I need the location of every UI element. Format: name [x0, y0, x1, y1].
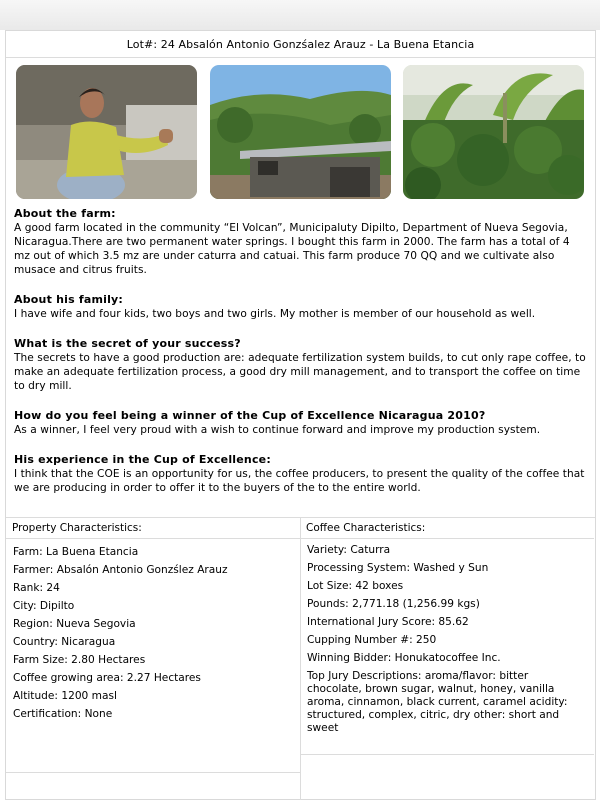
property-row: Farmer: Absalón Antonio Gonzślez Arauz	[13, 564, 228, 576]
top-bar	[0, 0, 600, 30]
section-about-farm	[14, 207, 589, 277]
coffee-row: Variety: Caturra	[307, 544, 391, 556]
coffee-row: International Jury Score: 85.62	[307, 616, 469, 628]
property-row: Region: Nueva Segovia	[13, 618, 136, 630]
coffee-row: Winning Bidder: Honukatocoffee Inc.	[307, 652, 501, 664]
section-secret-of-success	[14, 337, 589, 393]
farmer-story	[14, 207, 589, 511]
property-row: Altitude: 1200 masl	[13, 690, 117, 702]
coffee-footer-row	[300, 754, 594, 755]
section-coe-experience	[14, 453, 589, 495]
coffee-row: Pounds: 2,771.18 (1,256.99 kgs)	[307, 598, 480, 610]
farmer-portrait-photo	[16, 65, 197, 199]
property-row: Certification: None	[13, 708, 113, 720]
coffee-row: Top Jury Descriptions: aroma/flavor: bitter chocolate, brown sugar, walnut, honey, vanilla aroma, cinnamon, black current, caramel acidity: structured, complex, citric, dry other: short and sweet	[307, 670, 568, 734]
section-question: What is the secret of your success?	[14, 337, 241, 350]
section-answer: The secrets to have a good production are: adequate fertilization system builds, to cut only rape coffee, to make an adequate fertilization process, a good dry mill management, and to transport the coffee on time to dry mill.	[14, 352, 586, 392]
property-row: City: Dipilto	[13, 600, 75, 612]
property-row: Rank: 24	[13, 582, 60, 594]
property-footer-row	[6, 772, 300, 773]
section-answer: A good farm located in the community “El Volcan”, Municipaluty Dipilto, Department of Nueva Segovia, Nicaragua.There are two permanent water springs. I bought this farm in 2000. The farm has a total of 4 mz out of which 3.5 mz are under caturra and catuai. This farm produce 70 QQ and we cultivate also musace and citrus fruits.	[14, 222, 570, 276]
property-heading: Property Characteristics:	[6, 518, 300, 539]
section-about-family	[14, 293, 589, 321]
coffee-row: Cupping Number #: 250	[307, 634, 437, 646]
property-row: Country: Nicaragua	[13, 636, 116, 648]
coffee-row: Lot Size: 42 boxes	[307, 580, 404, 592]
farm-house-photo	[210, 65, 391, 199]
property-row: Farm Size: 2.80 Hectares	[13, 654, 146, 666]
section-answer: I think that the COE is an opportunity for us, the coffee producers, to present the quality of the coffee that we are producing in order to offer it to the buyers of the to the entire world.	[14, 468, 585, 494]
section-question: About the farm:	[14, 207, 116, 220]
coffee-rows	[300, 539, 594, 735]
property-row: Coffee growing area: 2.27 Hectares	[13, 672, 201, 684]
coffee-heading: Coffee Characteristics:	[300, 518, 594, 539]
lot-detail-panel	[5, 30, 596, 800]
property-characteristics	[6, 518, 301, 800]
property-rows	[6, 539, 300, 723]
section-winner-feeling	[14, 409, 589, 437]
section-answer: I have wife and four kids, two boys and two girls. My mother is member of our household as well.	[14, 308, 536, 320]
property-row: Farm: La Buena Etancia	[13, 546, 139, 558]
coffee-row: Processing System: Washed y Sun	[307, 562, 489, 574]
coffee-characteristics	[300, 518, 594, 800]
coffee-plants-photo	[403, 65, 584, 199]
section-question: How do you feel being a winner of the Cup of Excellence Nicaragua 2010?	[14, 409, 486, 422]
section-question: His experience in the Cup of Excellence:	[14, 453, 271, 466]
lot-title: Lot#: 24 Absalón Antonio Gonzśalez Arauz - La Buena Etancia	[6, 31, 595, 58]
characteristics-table	[6, 517, 595, 800]
section-question: About his family:	[14, 293, 124, 306]
section-answer: As a winner, I feel very proud with a wish to continue forward and improve my production system.	[14, 424, 541, 436]
